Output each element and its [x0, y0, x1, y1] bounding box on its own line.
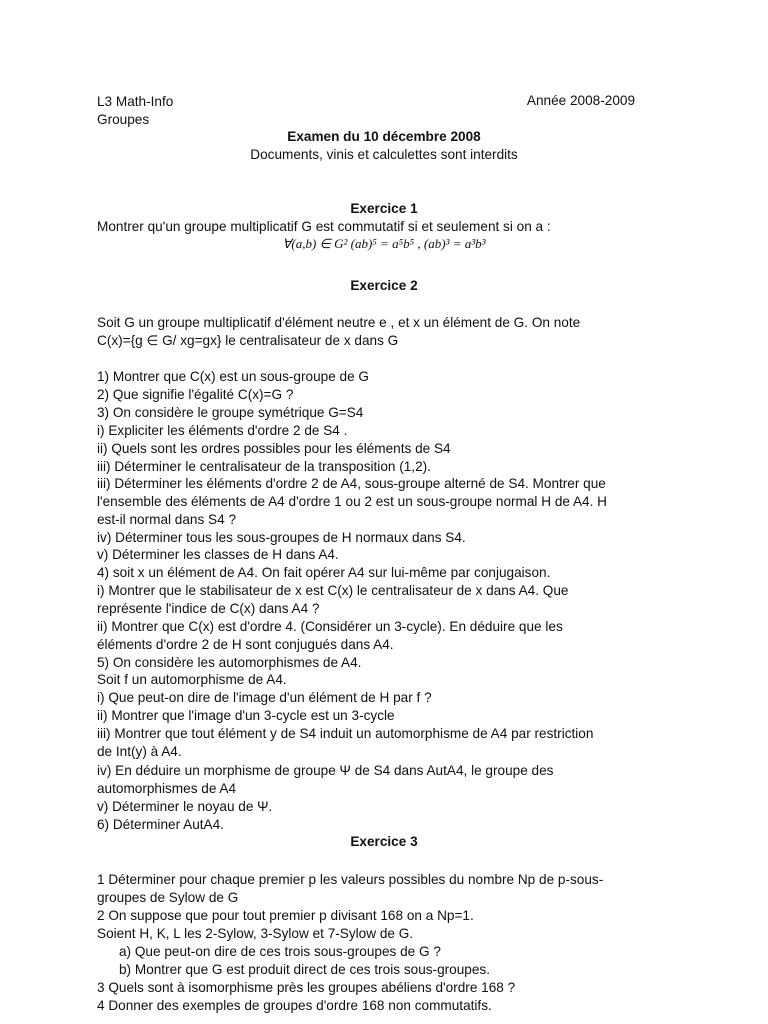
exercise-2-line: éléments d'ordre 2 de H sont conjugués dans A4.: [97, 637, 394, 652]
subject-label: Groupes: [97, 112, 150, 127]
exercise-2-line: 3) On considère le groupe symétrique G=S4: [97, 405, 364, 420]
exercise-2-line: représente l'indice de C(x) dans A4 ?: [97, 601, 320, 616]
exam-rules: Documents, vinis et calculettes sont interdits: [250, 147, 518, 162]
exercise-3-line: 3 Quels sont à isomorphisme près les groupes abéliens d'ordre 168 ?: [97, 980, 516, 995]
exam-title: Examen du 10 décembre 2008: [287, 129, 481, 144]
exercise-3-title: Exercice 3: [350, 834, 418, 849]
exercise-2-line: i) Expliciter les éléments d'ordre 2 de S4 .: [97, 423, 348, 438]
exercise-3-line: groupes de Sylow de G: [97, 890, 239, 905]
exercise-3-line: 2 On suppose que pour tout premier p divisant 168 on a Np=1.: [97, 908, 474, 923]
exercise-2-line: Soit f un automorphisme de A4.: [97, 672, 287, 687]
exercise-1-statement: Montrer qu'un groupe multiplicatif G est commutatif si et seulement si on a :: [97, 219, 551, 234]
exercise-2-line: l'ensemble des éléments de A4 d'ordre 1 ou 2 est un sous-groupe normal H de A4. H: [97, 494, 607, 509]
exercise-2-line: v) Déterminer le noyau de Ψ.: [97, 799, 273, 814]
exercise-1-title: Exercice 1: [350, 201, 418, 216]
exercise-2-line: 1) Montrer que C(x) est un sous-groupe de G: [97, 369, 370, 384]
exercise-2-line: iii) Déterminer le centralisateur de la transposition (1,2).: [97, 459, 431, 474]
exercise-2-line: de Int(y) à A4.: [97, 744, 182, 759]
exercise-2-line: v) Déterminer les classes de H dans A4.: [97, 547, 339, 562]
exercise-2-line: ii) Montrer que C(x) est d'ordre 4. (Considérer un 3-cycle). En déduire que les: [97, 619, 563, 634]
exercise-3-subitem: b) Montrer que G est produit direct de ces trois sous-groupes.: [119, 962, 490, 977]
exercise-2-line: 5) On considère les automorphismes de A4.: [97, 655, 362, 670]
exercise-2-line: iv) Déterminer tous les sous-groupes de H normaux dans S4.: [97, 530, 466, 545]
exercise-2-title: Exercice 2: [350, 278, 418, 293]
exercise-2-line: ii) Montrer que l'image d'un 3-cycle est un 3-cycle: [97, 708, 395, 723]
exercise-2-line: automorphismes de A4: [97, 781, 237, 796]
course-label: L3 Math-Info: [97, 94, 174, 109]
exercise-2-line: i) Montrer que le stabilisateur de x est C(x) le centralisateur de x dans A4. Que: [97, 583, 569, 598]
exercise-1-formula: ∀(a,b) ∈ G² (ab)⁵ = a⁵b⁵ , (ab)³ = a³b³: [282, 236, 486, 251]
exercise-2-line: iii) Montrer que tout élément y de S4 induit un automorphisme de A4 par restriction: [97, 726, 594, 741]
exercise-2-intro-line: Soit G un groupe multiplicatif d'élément neutre e , et x un élément de G. On note: [97, 315, 581, 330]
exercise-2-line: iv) En déduire un morphisme de groupe Ψ de S4 dans AutA4, le groupe des: [97, 763, 554, 778]
exercise-2-line: est-il normal dans S4 ?: [97, 512, 237, 527]
exercise-2-line: ii) Quels sont les ordres possibles pour les éléments de S4: [97, 441, 451, 456]
exercise-2-line: 4) soit x un élément de A4. On fait opérer A4 sur lui-même par conjugaison.: [97, 565, 551, 580]
exercise-2-line: i) Que peut-on dire de l'image d'un élément de H par f ?: [97, 690, 432, 705]
exercise-2-line: 2) Que signifie l'égalité C(x)=G ?: [97, 387, 294, 402]
exercise-3-line: Soient H, K, L les 2-Sylow, 3-Sylow et 7-Sylow de G.: [97, 926, 414, 941]
exercise-2-line: iii) Déterminer les éléments d'ordre 2 de A4, sous-groupe alterné de S4. Montrer que: [97, 476, 606, 491]
exercise-2-line: 6) Déterminer AutA4.: [97, 817, 224, 832]
exercise-2-intro-line: C(x)={g ∈ G/ xg=gx} le centralisateur de x dans G: [97, 333, 399, 348]
academic-year: Année 2008-2009: [526, 93, 635, 108]
exercise-3-subitem: a) Que peut-on dire de ces trois sous-groupes de G ?: [119, 944, 441, 959]
exercise-3-line: 1 Déterminer pour chaque premier p les valeurs possibles du nombre Np de p-sous-: [97, 872, 604, 887]
exercise-3-line: 4 Donner des exemples de groupes d'ordre 168 non commutatifs.: [97, 998, 492, 1013]
